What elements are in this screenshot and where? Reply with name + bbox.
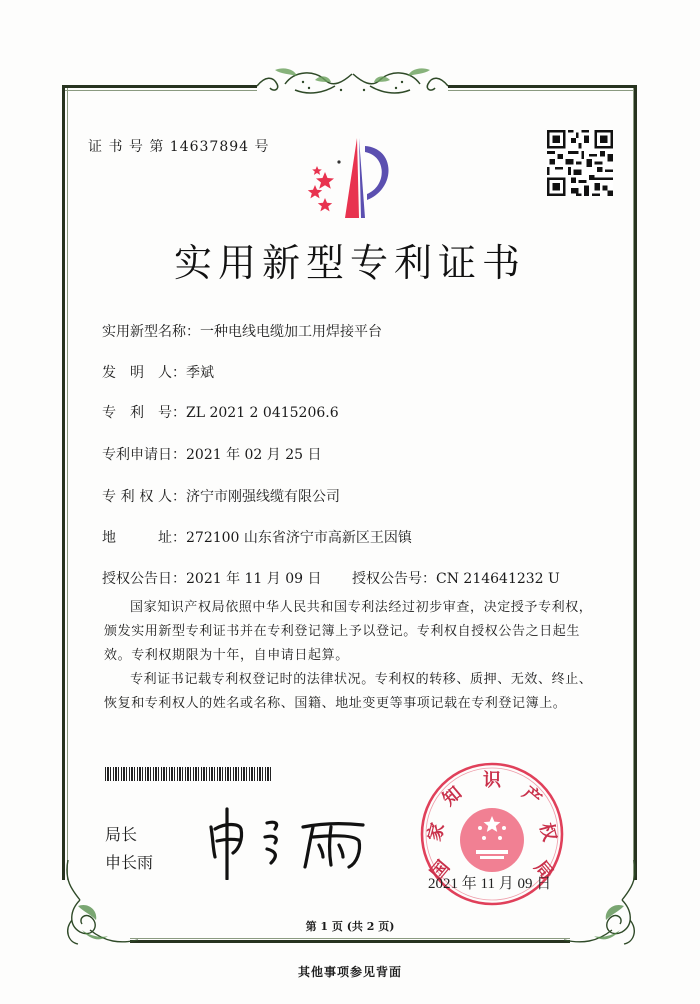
field-application-date: [102, 444, 322, 464]
field-value: 一种电线电缆加工用焊接平台: [200, 324, 382, 340]
svg-text:家: 家: [424, 820, 449, 844]
bottom-right-ornament-icon: [562, 860, 642, 950]
field-label: 发 明 人: [102, 365, 172, 381]
field-value: ZL 2021 2 0415206.6: [186, 405, 339, 421]
bottom-left-ornament-icon: [60, 860, 140, 950]
svg-text:知: 知: [438, 782, 466, 811]
svg-text:权: 权: [535, 820, 560, 844]
svg-text:识: 识: [483, 770, 501, 791]
field-announcement-number: [352, 568, 560, 588]
field-value: 季斌: [186, 365, 214, 381]
field-address: 地 址 ：272100 山东省济宁市高新区王因镇: [102, 527, 412, 547]
field-label: 授权公告号：: [352, 571, 436, 587]
field-value: 272100 山东省济宁市高新区王因镇: [186, 530, 412, 546]
frame-bottom: [130, 940, 570, 943]
field-label: 实用新型名称：: [102, 324, 200, 340]
signatory-name: 申长雨: [105, 853, 154, 872]
field-utility-model-name: [102, 321, 382, 341]
field-value: 2021 年 02 月 25 日: [186, 447, 322, 463]
field-grant-date: [102, 568, 322, 588]
page-indicator: 第 1 页 (共 2 页): [305, 920, 395, 933]
frame-left: [62, 85, 65, 880]
field-label: 专利申请日：: [102, 447, 186, 463]
frame-top-left: [62, 85, 257, 88]
back-page-note: 其他事项参见背面: [297, 965, 402, 979]
field-patent-number: 专 利 号 ：ZL 2021 2 0415206.6: [102, 402, 339, 422]
paragraph-grant-statement: 国家知识产权局依照中华人民共和国专利法经过初步审查，决定授予专利权，颁发实用新型专利证书并在专利登记簿上予以登记。专利权自授权公告之日起生效。专利权期限为十年，自申请日起算。: [104, 600, 593, 663]
certificate-number: 证 书 号 第 14637894 号: [88, 139, 270, 155]
document-title: 实用新型专利证书: [173, 241, 526, 285]
qr-code-icon: [547, 130, 613, 196]
signature-icon: [205, 805, 375, 880]
field-label: 地 址: [102, 530, 172, 546]
svg-text:国: 国: [426, 856, 455, 884]
barcode-icon: [105, 767, 272, 781]
frame-top-right: [448, 85, 637, 88]
signatory-title: 局长: [105, 825, 138, 844]
frame-right: [634, 85, 637, 880]
seal-date: 2021 年 11 月 09 日: [428, 876, 552, 892]
svg-text:产: 产: [518, 782, 546, 811]
field-value: 济宁市刚强线缆有限公司: [186, 489, 340, 505]
svg-text:局: 局: [529, 856, 558, 884]
field-patentee: 专 利 权 人 ：济宁市刚强线缆有限公司: [102, 486, 340, 506]
top-ornament-icon: [255, 62, 450, 102]
field-label: 授权公告日：: [102, 571, 186, 587]
field-inventor: 发 明 人 ：季斌: [102, 362, 214, 382]
field-value: CN 214641232 U: [436, 571, 560, 587]
field-label: 专 利 号: [102, 405, 172, 421]
cnipa-logo-icon: [295, 130, 405, 220]
paragraph-legal-status: 专利证书记载专利权登记时的法律状况。专利权的转移、质押、无效、终止、恢复和专利权人的姓名或名称、国籍、地址变更等事项记载在专利登记簿上。: [104, 672, 593, 711]
field-value: 2021 年 11 月 09 日: [186, 571, 322, 587]
field-label: 专 利 权 人: [102, 489, 172, 505]
